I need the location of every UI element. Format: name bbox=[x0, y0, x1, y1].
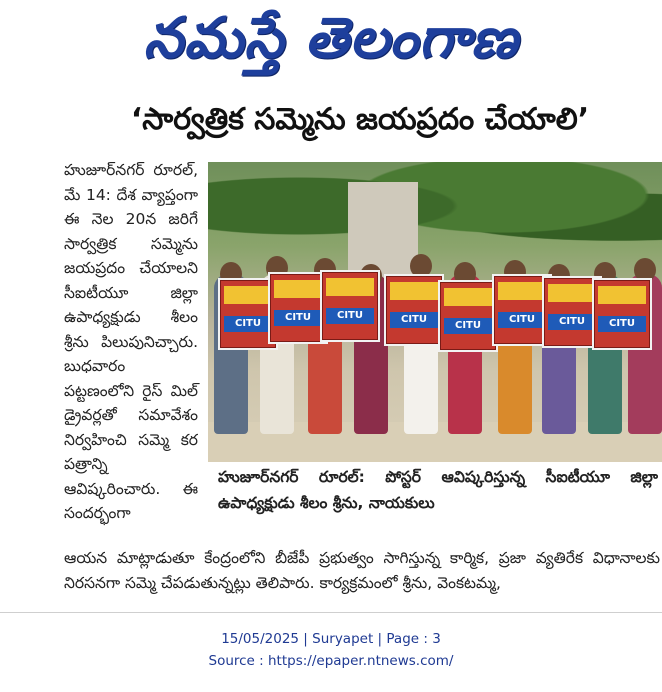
citu-poster: CITU bbox=[218, 278, 278, 350]
article-headline: ‘సార్వత్రిక సమ్మెను జయప్రదం చేయాలి’ bbox=[130, 102, 590, 137]
citu-poster: CITU bbox=[320, 270, 380, 342]
citu-poster: CITU bbox=[268, 272, 328, 344]
citu-poster: CITU bbox=[384, 274, 444, 346]
photo-caption: హుజూర్‌నగర్ రూరల్: పోస్టర్ ఆవిష్కరిస్తున్న సీఐటీయూ జిల్లా ఉపాధ్యక్షుడు శీలం శ్రీను, నాయకులు bbox=[218, 468, 658, 512]
article-photo bbox=[208, 162, 662, 462]
article-column-text: హుజూర్‌నగర్ రూరల్, మే 14: దేశ వ్యాప్తంగా ఈ నెల 20న జరిగే సార్వత్రిక సమ్మెను జయప్రదం చేయాలని సీఐటీయూ జిల్లా ఉపాధ్యక్షుడు శీలం శ్రీను పిలుపునిచ్చారు. బుధవారం పట్టణంలోని రైస్ మిల్ డ్రైవర్లతో సమావేశం నిర్వహించి సమ్మె కర పత్రాన్ని ఆవిష్కరించారు. ఈ సందర్భంగా bbox=[64, 161, 198, 522]
source-footer bbox=[0, 628, 662, 672]
footer-date-edition-page: 15/05/2025 | Suryapet | Page : 3 bbox=[221, 631, 441, 647]
article-full-width-text bbox=[64, 546, 660, 596]
citu-poster: CITU bbox=[542, 276, 602, 348]
article-column bbox=[64, 158, 198, 526]
masthead-title: నమస్తే తెలంగాణ bbox=[143, 5, 519, 71]
footer-source: Source : https://epaper.ntnews.com/ bbox=[208, 653, 454, 669]
masthead bbox=[0, 2, 662, 88]
citu-poster: CITU bbox=[438, 280, 498, 352]
article-full-width-paragraph: ఆయన మాట్లాడుతూ కేంద్రంలోని బీజేపీ ప్రభుత్వం సాగిస్తున్న కార్మిక, ప్రజా వ్యతిరేక విధానాలకు నిరసనగా సమ్మె చేపడుతున్నట్లు తెలిపారు. కార్యక్రమంలో శ్రీను, వెంకటమ్మ, bbox=[64, 549, 660, 592]
citu-poster: CITU bbox=[492, 274, 552, 346]
citu-poster: CITU bbox=[592, 278, 652, 350]
